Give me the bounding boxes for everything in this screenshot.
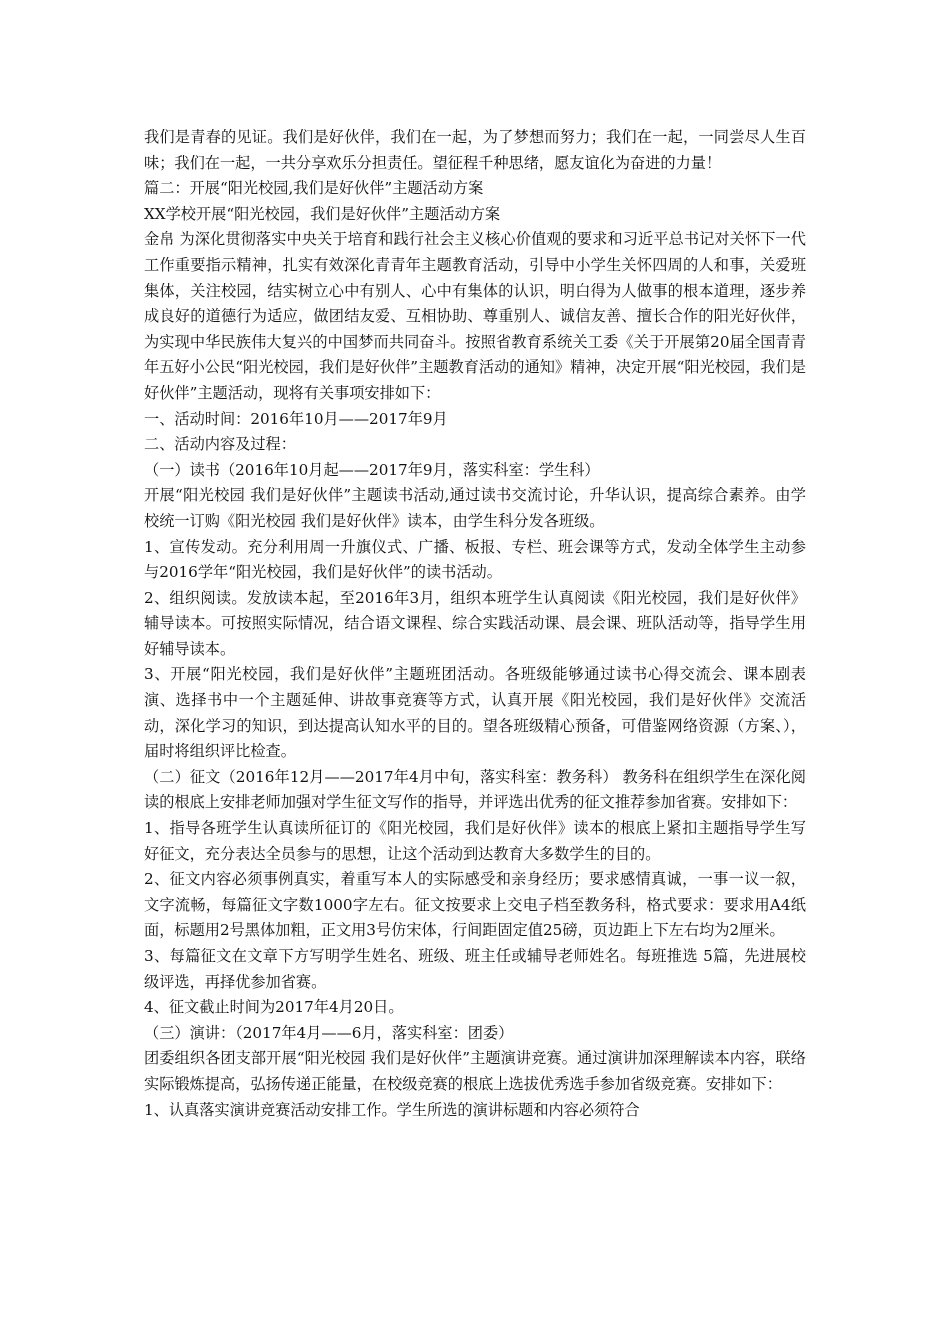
list-item-reading-2: 2、组织阅读。发放读本起，至2016年3月，组织本班学生认真阅读《阳光校园，我们是好伙伴》辅导读本。可按照实际情况，结合语文课程、综合实践活动课、晨会课、班队活动等，指导学生用好辅导读本。 <box>144 588 806 658</box>
subheading-speech: （三）演讲：（2017年4月——6月，落实科室：团委） <box>144 1023 514 1042</box>
subheading-reading: （一）读书（2016年10月起——2017年9月，落实科室：学生科） <box>144 460 600 479</box>
paragraph-1: 我们是青春的见证。我们是好伙伴，我们在一起，为了梦想而努力；我们在一起，一同尝尽人生百味；我们在一起，一共分享欢乐分担责任。望征程千种思绪，愿友谊化为奋进的力量！ <box>144 128 806 172</box>
list-item-reading-3: 3、开展“阳光校园，我们是好伙伴”主题班团活动。各班级能够通过读书心得交流会、课本剧表演、选择书中一个主题延伸、讲故事竞赛等方式，认真开展《阳光校园，我们是好伙伴》交流活动，深化学习的知识，到达提高认知水平的目的。望各班级精心预备，可借鉴网络资源（方案、），届时将组织评比检查。 <box>144 665 806 761</box>
document-body <box>144 125 806 1123</box>
list-item-reading-1: 1、宣传发动。充分利用周一升旗仪式、广播、板报、专栏、班会课等方式，发动全体学生主动参与2016学年“阳光校园，我们是好伙伴”的读书活动。 <box>144 537 806 582</box>
list-item-essay-3: 3、每篇征文在文章下方写明学生姓名、班级、班主任或辅导老师姓名。每班推选 5篇，先进展校级评选，再择优参加省赛。 <box>144 947 806 991</box>
heading-activity-content: 二、活动内容及过程： <box>144 435 296 454</box>
paragraph-speech: 团委组织各团支部开展“阳光校园 我们是好伙伴”主题演讲竞赛。通过演讲加深理解读本内容，联络实际锻炼提高，弘扬传递正能量，在校级竞赛的根底上选拔优秀选手参加省级竞赛。安排如下： <box>144 1049 806 1093</box>
section-title: 篇二：开展“阳光校园,我们是好伙伴”主题活动方案 <box>144 179 484 198</box>
subheading-essay: （二）征文（2016年12月——2017年4月中旬，落实科室：教务科） 教务科在组织学生在深化阅读的根底上安排老师加强对学生征文写作的指导，并评选出优秀的征文推荐参加省赛。安排如下： <box>144 767 806 812</box>
paragraph-intro: 金帛 为深化贯彻落实中央关于培育和践行社会主义核心价值观的要求和习近平总书记对关怀下一代工作重要指示精神，扎实有效深化青青年主题教育活动，引导中小学生关怀四周的人和事，关爱班集体，关注校园，结实树立心中有别人、心中有集体的认识，明白得为人做事的根本道理，逐步养成良好的道德行为适应，做团结友爱、互相协助、尊重别人、诚信友善、擅长合作的阳光好伙伴，为实现中华民族伟大复兴的中国梦而共同奋斗。按照省教育系统关工委《关于开展第20届全国青青年五好小公民“阳光校园，我们是好伙伴”主题教育活动的通知》精神，决定开展“阳光校园，我们是好伙伴”主题活动，现将有关事项安排如下： <box>144 230 806 402</box>
heading-activity-time: 一、活动时间：2016年10月——2017年9月 <box>144 409 448 428</box>
document-title: XX学校开展“阳光校园，我们是好伙伴”主题活动方案 <box>144 204 501 223</box>
paragraph-reading: 开展“阳光校园 我们是好伙伴”主题读书活动,通过读书交流讨论，升华认识，提高综合素养。由学校统一订购《阳光校园 我们是好伙伴》读本，由学生科分发各班级。 <box>144 486 806 530</box>
list-item-essay-4: 4、征文截止时间为2017年4月20日。 <box>144 998 404 1017</box>
list-item-speech-1: 1、认真落实演讲竞赛活动安排工作。学生所选的演讲标题和内容必须符合 <box>144 1100 640 1119</box>
list-item-essay-1: 1、指导各班学生认真读所征订的《阳光校园，我们是好伙伴》读本的根底上紧扣主题指导学生写好征文，充分表达全员参与的思想，让这个活动到达教育大多数学生的目的。 <box>144 819 806 863</box>
list-item-essay-2: 2、征文内容必须事例真实，着重写本人的实际感受和亲身经历；要求感情真诚，一事一议一叙，文字流畅，每篇征文字数1000字左右。征文按要求上交电子档至教务科，格式要求：要求用A4纸面，标题用2号黑体加粗，正文用3号仿宋体，行间距固定值25磅，页边距上下左右均为2厘米。 <box>144 870 806 940</box>
